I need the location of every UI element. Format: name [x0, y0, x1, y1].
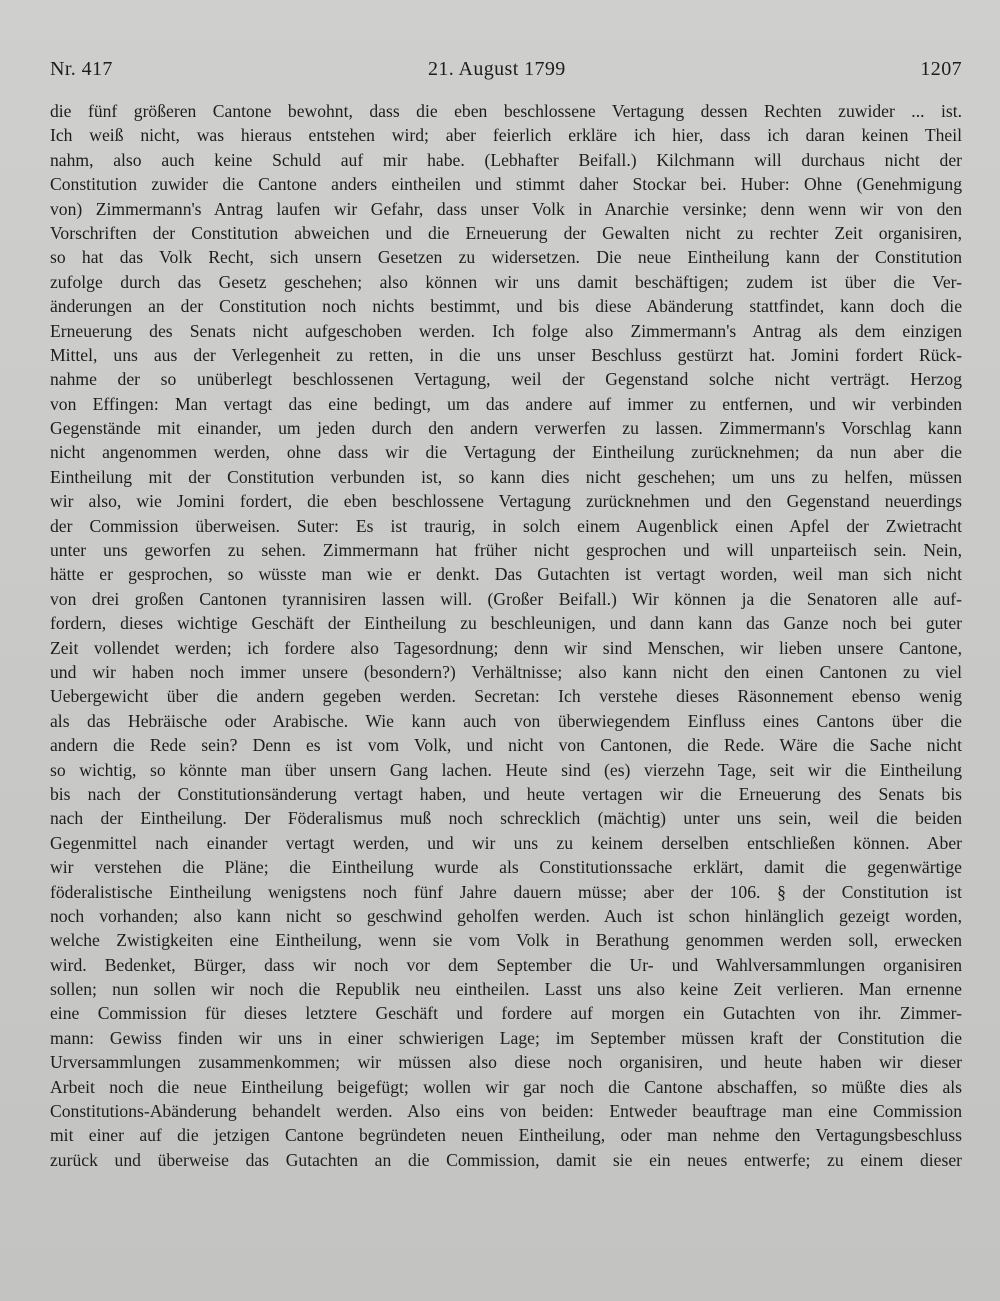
text-line: hätte er gesprochen, so wüsste man wie er denkt. Das Gutachten ist vertagt worden, weil man sich nicht: [50, 564, 962, 585]
text-line: Vorschriften der Constitution abweichen und die Erneuerung der Gewalten nicht zu rechter Zeit organisiren,: [50, 222, 962, 243]
text-line: andern die Rede sein? Denn es ist vom Volk, und nicht von Cantonen, die Rede. Wäre die Sache nicht: [50, 735, 962, 756]
text-line: nahme der so unüberlegt beschlossenen Vertagung, weil der Gegenstand solche nicht verträgt. Herzog: [50, 369, 962, 390]
text-line: sollen; nun sollen wir noch die Republik neu eintheilen. Lasst uns also keine Zeit verlieren. Man ernenne: [50, 979, 962, 1000]
text-line: welche Zwistigkeiten eine Eintheilung, wenn sie vom Volk in Berathung genommen werden soll, erwecken: [50, 930, 962, 951]
text-line: unter uns geworfen zu sehen. Zimmermann hat früher nicht gesprochen und will unparteiisch sein. Nein,: [50, 540, 962, 561]
page-number: 1207: [920, 58, 962, 80]
text-line: die fünf größeren Cantone bewohnt, dass die eben beschlossene Vertagung dessen Rechten zuwider ... ist.: [50, 101, 962, 121]
text-line: zufolge durch das Gesetz geschehen; also können wir uns damit beschäftigen; zudem ist über die Ver-: [50, 271, 962, 292]
text-line: und wir haben noch immer unsere (besondern?) Verhältnisse; also kann nicht den einen Cantonen zu viel: [50, 661, 962, 682]
body-text: [50, 99, 962, 1172]
text-line: Eintheilung mit der Constitution verbunden ist, so kann dies nicht geschehen; um uns zu helfen, müssen: [50, 466, 962, 487]
text-line: mit einer auf die jetzigen Cantone begründeten neuen Eintheilung, oder man nehme den Vertagungsbeschluss: [50, 1125, 962, 1146]
text-line: änderungen an der Constitution noch nichts bestimmt, und bis diese Abänderung stattfindet, kann doch die: [50, 296, 962, 317]
text-line: Constitutions-Abänderung behandelt werden. Also eins von beiden: Entweder beauftrage man eine Commission: [50, 1101, 962, 1122]
text-line: wir also, wie Jomini fordert, die eben beschlossene Vertagung zurücknehmen und den Gegenstand neuerdings: [50, 491, 962, 512]
text-line: von Effingen: Man vertagt das eine bedingt, um das andere auf immer zu entfernen, und wir verbinden: [50, 393, 962, 414]
text-line: Zeit vollendet werden; ich fordere also Tagesordnung; denn wir sind Menschen, wir lieben unsere Cantone,: [50, 637, 962, 658]
text-line: mann: Gewiss finden wir uns in einer schwierigen Lage; im September müssen kraft der Constitution die: [50, 1027, 962, 1048]
text-line: bis nach der Constitutionsänderung vertagt haben, und heute vertagen wir die Erneuerung des Senats bis: [50, 783, 962, 804]
text-line: noch vorhanden; also kann nicht so geschwind geholfen werden. Auch ist schon hinlänglich gezeigt worden,: [50, 905, 962, 926]
text-line: wir verstehen die Pläne; die Eintheilung wurde als Constitutionssache erklärt, damit die gegenwärtige: [50, 857, 962, 878]
document-date: 21. August 1799: [428, 58, 566, 80]
text-line: Constitution zuwider die Cantone anders eintheilen und stimmt daher Stockar bei. Huber: Ohne (Genehmigung: [50, 174, 962, 195]
text-line: der Commission überweisen. Suter: Es ist traurig, in solch einem Augenblick einen Apfel der Zwietracht: [50, 515, 962, 536]
text-line: nach der Eintheilung. Der Föderalismus muß noch schrecklich (mächtig) unter uns sein, weil die beiden: [50, 808, 962, 829]
text-line: Uebergewicht über die andern gegeben werden. Secretan: Ich verstehe dieses Räsonnement ebenso wenig: [50, 686, 962, 707]
text-line: so hat das Volk Recht, sich unsern Gesetzen zu widersetzen. Die neue Eintheilung kann der Constitution: [50, 247, 962, 268]
text-line: so wichtig, so könnte man über unsern Gang lachen. Heute sind (es) vierzehn Tage, seit wir die Eintheilung: [50, 759, 962, 780]
text-line: föderalistische Eintheilung wenigstens noch fünf Jahre dauern müsse; aber der 106. § der Constitution ist: [50, 881, 962, 902]
text-line: als das Hebräische oder Arabische. Wie kann auch von überwiegendem Einfluss eines Cantons über die: [50, 710, 962, 731]
text-line: zurück und überweise das Gutachten an die Commission, damit sie ein neues entwerfe; zu einem dieser: [50, 1149, 962, 1170]
text-line: Mittel, uns aus der Verlegenheit zu retten, in die uns unser Beschluss gestürzt hat. Jomini fordert Rück-: [50, 344, 962, 365]
text-line: fordern, dieses wichtige Geschäft der Eintheilung zu beschleunigen, und dann kann das Ganze noch bei guter: [50, 613, 962, 634]
text-line: nicht angenommen werden, ohne dass wir die Vertagung der Eintheilung zurücknehmen; da nun aber die: [50, 442, 962, 463]
text-line: von drei großen Cantonen tyrannisiren lassen will. (Großer Beifall.) Wir können ja die Senatoren alle auf-: [50, 588, 962, 609]
text-line: wird. Bedenket, Bürger, dass wir noch vor dem September die Ur- und Wahlversammlungen organisiren: [50, 954, 962, 975]
text-line: Urversammlungen zusammenkommen; wir müssen also diese noch organisiren, und heute haben wir dieser: [50, 1052, 962, 1073]
text-line: Gegenstände mit einander, um jeden durch den andern verwerfen zu lassen. Zimmermann's Vorschlag kann: [50, 418, 962, 439]
text-line: Gegenmittel nach einander vertagt werden, und wir uns zu keinem derselben entschließen können. Aber: [50, 832, 962, 853]
text-line: von) Zimmermann's Antrag laufen wir Gefahr, dass unser Volk in Anarchie versinke; denn wenn wir von den: [50, 198, 962, 219]
text-line: eine Commission für dieses letztere Geschäft und fordere auf morgen ein Gutachten von ihr. Zimmer-: [50, 1003, 962, 1024]
running-header: [50, 58, 962, 88]
text-line: Erneuerung des Senats nicht aufgeschoben werden. Ich folge also Zimmermann's Antrag als dem einzigen: [50, 320, 962, 341]
document-number: Nr. 417: [50, 58, 113, 80]
text-line: Ich weiß nicht, was hieraus entstehen wird; aber feierlich erkläre ich hier, dass ich daran keinen Theil: [50, 125, 962, 146]
text-line: nahm, also auch keine Schuld auf mir habe. (Lebhafter Beifall.) Kilchmann will durchaus nicht der: [50, 149, 962, 170]
text-line: Arbeit noch die neue Eintheilung beigefügt; wollen wir gar noch die Cantone abschaffen, so müßte dies als: [50, 1076, 962, 1097]
